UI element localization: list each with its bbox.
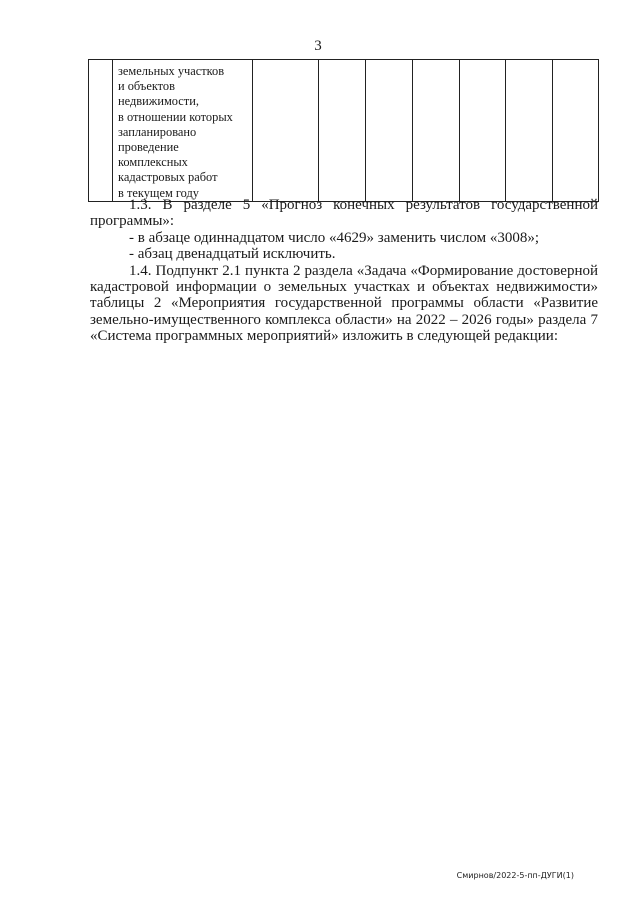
table-cell-unit: [253, 60, 319, 202]
indicator-line: в отношении которых: [118, 109, 233, 124]
indicator-line: запланировано: [118, 124, 197, 139]
text-line: - абзац двенадцатый исключить.: [129, 246, 336, 263]
table-cell-value: [460, 60, 506, 202]
table-row: [89, 60, 599, 202]
indicator-line: земельных участков: [118, 64, 225, 78]
text-line: программы»:: [90, 213, 175, 230]
text-line: 1.3. В разделе 5 «Прогноз конечных результатов государственной: [129, 197, 598, 213]
table-cell-value: [319, 60, 366, 202]
text-line: изложить в следующей редакции:: [342, 328, 558, 345]
continued-table: [88, 59, 599, 202]
indicator-line: кадастровых работ: [118, 170, 218, 185]
text-line: недвижимости» таблицы 2 «Мероприятия государственной программы: [90, 279, 598, 312]
indicator-line: и объектов: [118, 79, 175, 94]
indicator-line: проведение: [118, 140, 179, 155]
footer-document-code: Смирнов/2022-5-пп-ДУГИ(1): [456, 871, 574, 880]
table-cell-value: [506, 60, 553, 202]
table-cell-value: [413, 60, 460, 202]
paragraph-1-3: [90, 197, 598, 230]
table-cell-value: [366, 60, 413, 202]
table-cell-indicator: [113, 60, 253, 202]
page-number: 3: [314, 38, 322, 54]
text-line: достоверной кадастровой информации о земельных участках и объектах: [90, 262, 599, 296]
text-line: области «Развитие земельно-имущественного комплекса области»: [90, 295, 599, 328]
text-line: 1.4. Подпункт 2.1 пункта 2 раздела «Задача «Формирование: [129, 262, 514, 279]
paragraph-item-1: [90, 230, 598, 246]
table-cell-value: [553, 60, 599, 202]
document-body: [90, 197, 598, 345]
indicator-line: недвижимости,: [118, 94, 199, 109]
table-cell-number: [89, 60, 113, 202]
indicator-text: [113, 60, 252, 201]
indicator-line: комплексных: [118, 155, 188, 170]
text-line: на 2022 – 2026 годы» раздела 7 «Система программных мероприятий»: [90, 311, 598, 345]
text-line: - в абзаце одиннадцатом число «4629» заменить числом «3008»;: [129, 229, 540, 246]
indicator-line: в текущем году: [118, 185, 199, 200]
paragraph-1-4: [90, 263, 598, 345]
paragraph-item-2: [90, 246, 598, 262]
